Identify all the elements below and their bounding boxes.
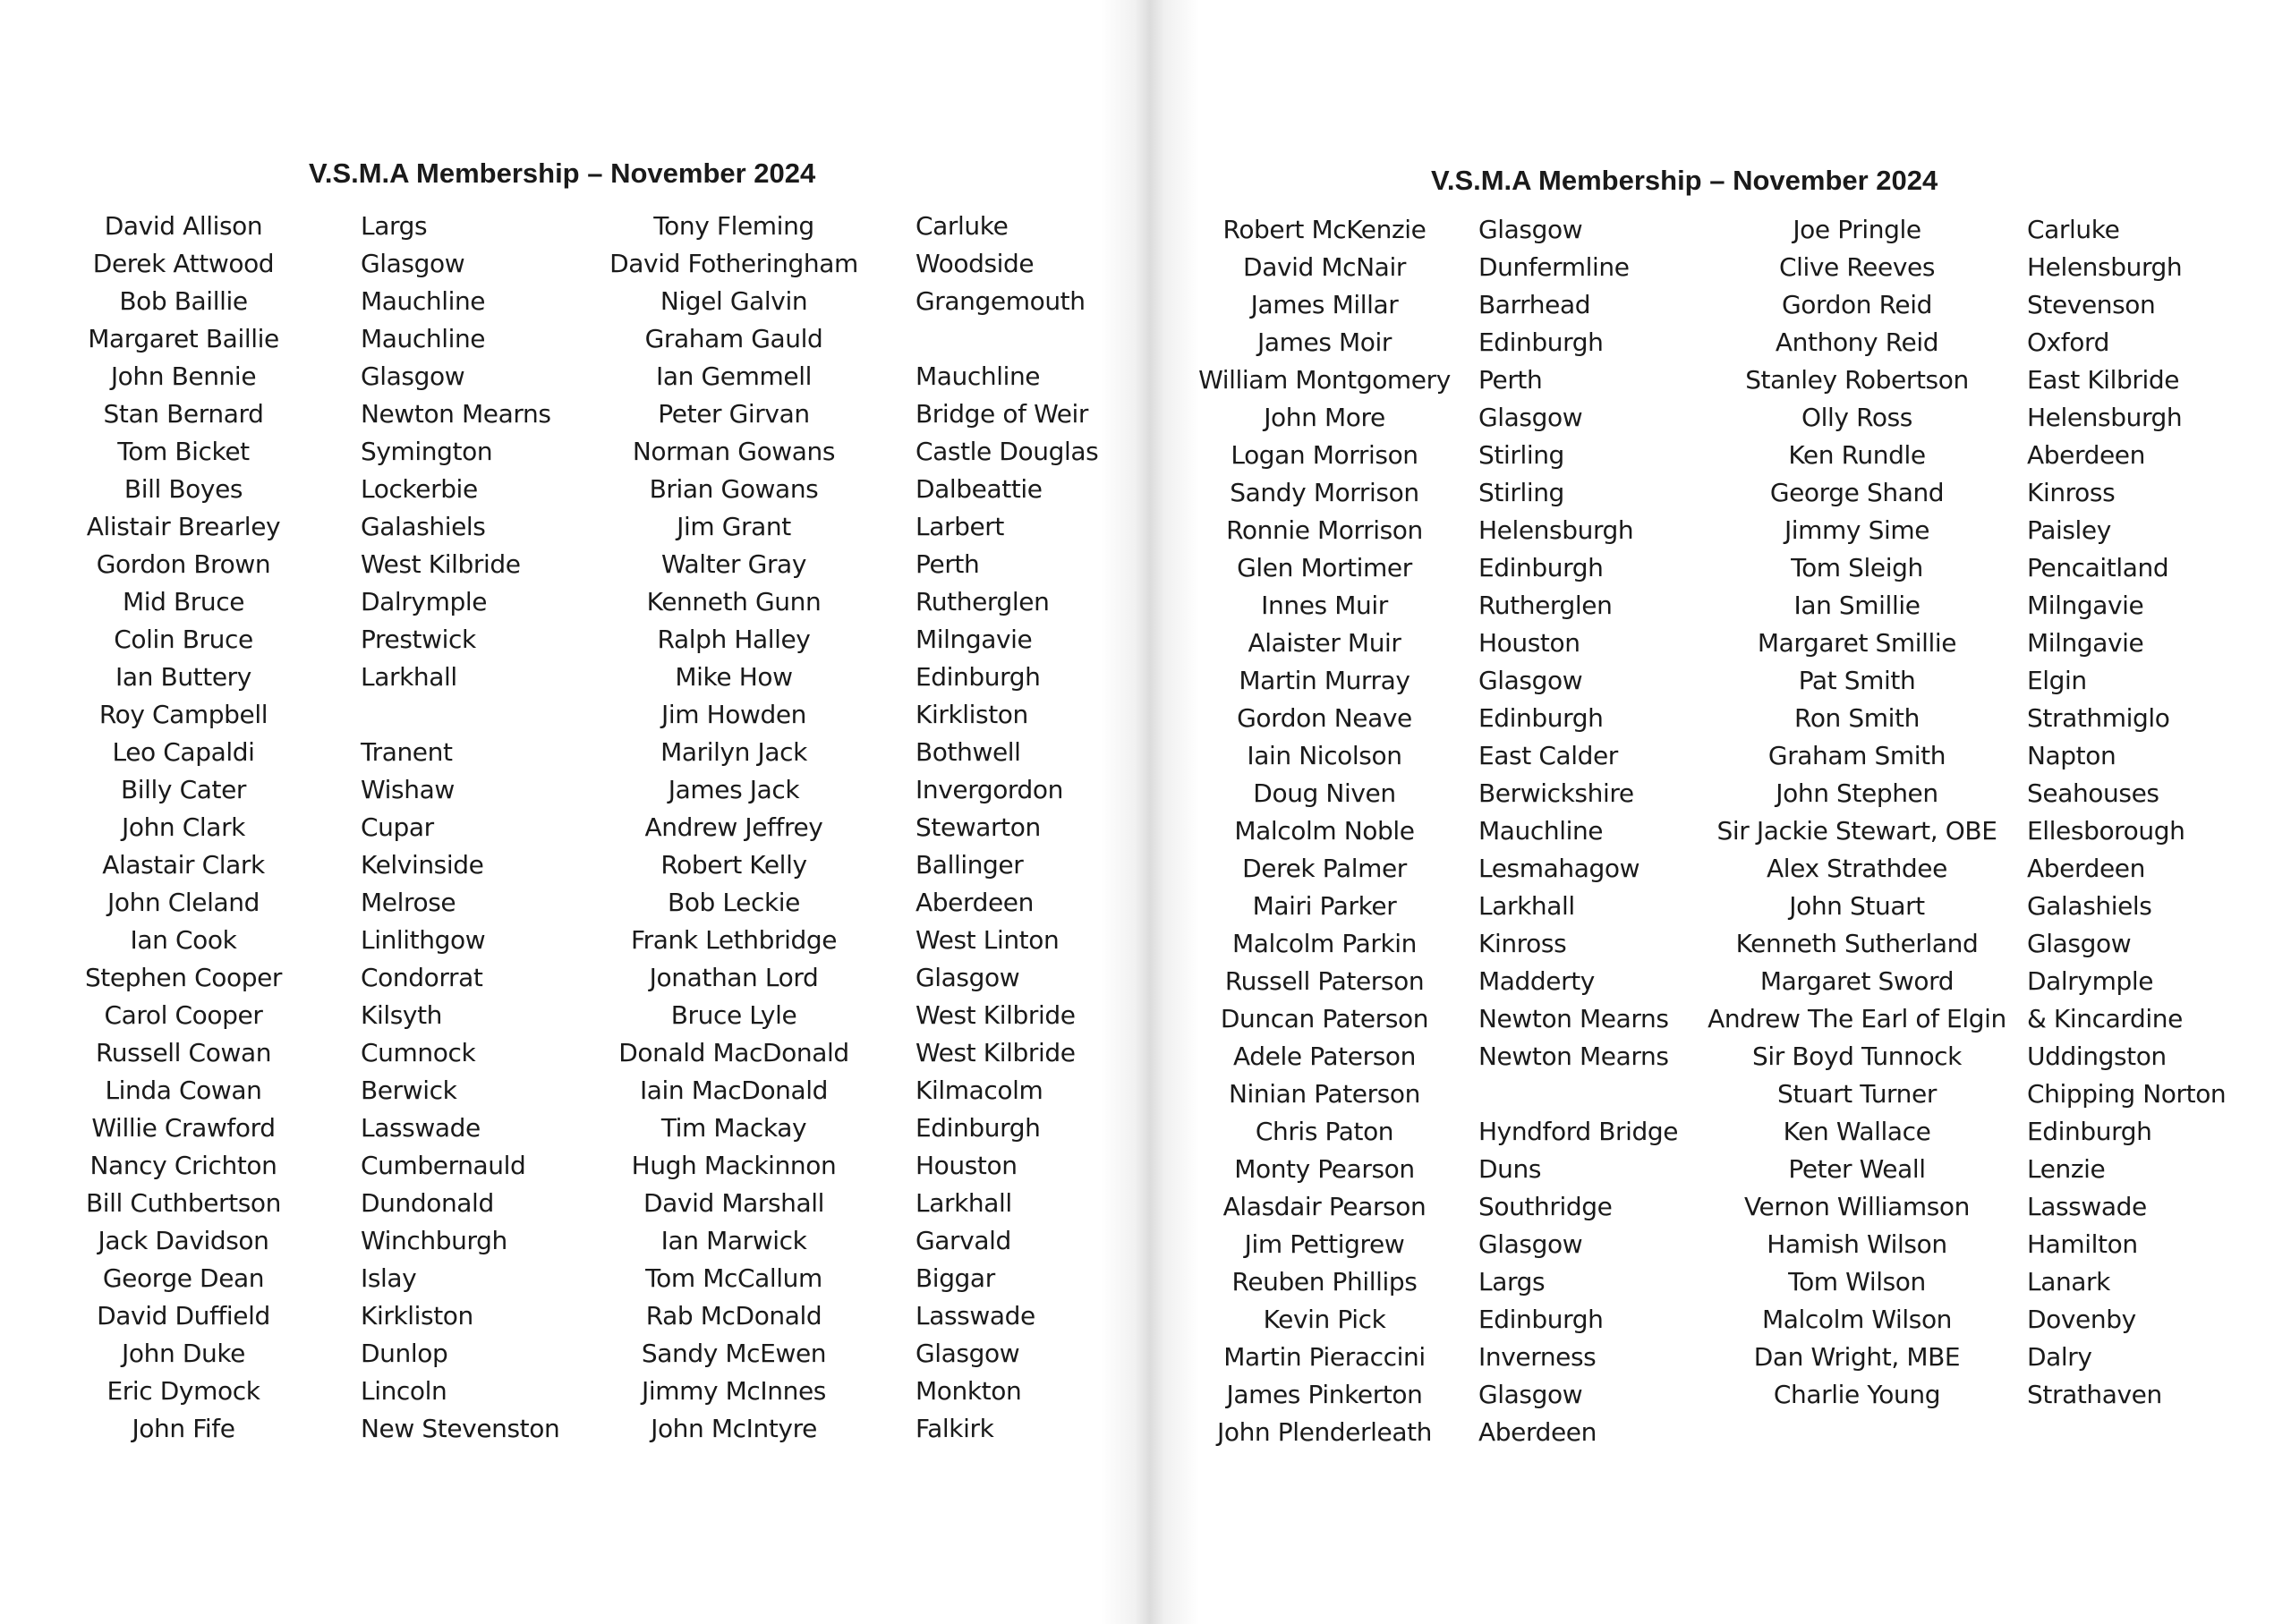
member-name: Robert Kelly [660,850,807,880]
member-location: Cumnock [361,1038,476,1067]
member-location: Wishaw [361,775,455,804]
member-location: Kilmacolm [916,1076,1043,1105]
member-location: & Kincardine [2027,1004,2183,1033]
member-location: Lenzie [2027,1154,2106,1184]
member-location: Kinross [1478,929,1567,958]
member-name: John Bennie [110,361,257,391]
member-location: Larkhall [361,662,457,692]
member-name: David Marshall [643,1188,825,1218]
member-location: Helensburgh [2027,252,2183,282]
member-name: David Duffield [97,1301,270,1331]
member-location: Tranent [361,737,453,767]
member-location: Glasgow [916,1339,1020,1368]
member-location: Perth [1478,365,1543,395]
member-location: Oxford [2027,327,2109,357]
member-location: Dunfermline [1478,252,1630,282]
member-location: Houston [1478,628,1580,658]
member-name: Clive Reeves [1778,252,1936,282]
member-location: Glasgow [1478,403,1583,432]
member-location: Rutherglen [1478,591,1613,620]
member-name: Stan Bernard [103,399,264,429]
right-col1-names [1172,211,1477,1451]
member-location: Edinburgh [916,662,1041,692]
member-location: Aberdeen [2027,854,2145,883]
member-name: John Stephen [1776,778,1938,808]
member-location: Kirkliston [361,1301,473,1331]
member-name: Jimmy McInnes [642,1376,826,1406]
member-name: Russell Cowan [95,1038,272,1067]
member-location: Stevenson [2027,290,2156,319]
member-location: Aberdeen [916,888,1034,917]
member-location: West Kilbride [916,1000,1076,1030]
member-name: Derek Attwood [92,249,275,278]
member-name: Alaister Muir [1248,628,1401,658]
right-page [1154,0,2291,1624]
member-name: Leo Capaldi [112,737,255,767]
member-location: Cupar [361,812,434,842]
member-location: East Kilbride [2027,365,2180,395]
member-location: Carluke [916,211,1009,241]
member-name: Jim Pettigrew [1244,1229,1405,1259]
member-location: Barrhead [1478,290,1591,319]
member-location: Glasgow [1478,666,1583,695]
member-name: Ian Marwick [660,1226,807,1255]
member-name: Ron Smith [1794,703,1920,733]
member-name: Eric Dymock [106,1376,260,1406]
member-name: John Fife [132,1414,235,1443]
member-location: Edinburgh [1478,1305,1604,1334]
member-location: Southridge [1478,1192,1613,1221]
member-location: Melrose [361,888,456,917]
member-name: Logan Morrison [1231,440,1418,470]
member-name: John Duke [122,1339,245,1368]
member-location: Lincoln [361,1376,447,1406]
member-location: Edinburgh [916,1113,1041,1143]
member-location: Grangemouth [916,286,1086,316]
member-location: Mauchline [361,286,486,316]
member-location: Larbert [916,512,1004,541]
member-location: Newton Mearns [1478,1042,1669,1071]
member-name: Charlie Young [1773,1380,1941,1409]
member-location: Aberdeen [1478,1417,1597,1447]
member-location: Islay [361,1263,417,1293]
member-location: Ellesborough [2027,816,2185,846]
member-location: Lasswade [2027,1192,2147,1221]
member-name: Nancy Crichton [89,1151,277,1180]
member-name: Sandy McEwen [641,1339,827,1368]
member-name: Bob Baillie [119,286,248,316]
member-name: George Dean [102,1263,265,1293]
member-location: Galashiels [2027,891,2152,921]
right-col2-names [1700,211,2014,1414]
member-name: Tom McCallum [645,1263,822,1293]
member-name: David Fotheringham [609,249,858,278]
member-name: Glen Mortimer [1237,553,1412,582]
member-location: Kirkliston [916,700,1028,729]
member-location: Glasgow [2027,929,2132,958]
member-location: Seahouses [2027,778,2159,808]
member-name: Graham Smith [1767,741,1946,770]
member-name: Reuben Phillips [1231,1267,1418,1297]
member-name: Anthony Reid [1775,327,1939,357]
member-location: Hamilton [2027,1229,2138,1259]
right-col1-places [1478,211,1702,1451]
member-location: Chipping Norton [2027,1079,2227,1109]
member-location [1478,1076,1702,1113]
member-name: David Allison [104,211,263,241]
member-location: Uddingston [2027,1042,2167,1071]
member-name: Duncan Paterson [1220,1004,1429,1033]
member-name: Ian Smillie [1793,591,1921,620]
member-name: Walter Gray [661,549,806,579]
member-name: Norman Gowans [632,437,836,466]
member-location: Edinburgh [1478,553,1604,582]
member-location: Glasgow [361,249,465,278]
member-location: Elgin [2027,666,2087,695]
member-location: Madderty [1478,966,1595,996]
member-name: Ian Buttery [115,662,251,692]
member-name: Bruce Lyle [670,1000,797,1030]
member-name: James Pinkerton [1226,1380,1423,1409]
member-name: Stephen Cooper [84,963,283,992]
member-location: Dalrymple [361,587,488,616]
member-name: John Plenderleath [1216,1417,1433,1447]
member-location: Helensburgh [2027,403,2183,432]
member-location: Strathaven [2027,1380,2162,1409]
member-name: Peter Weall [1788,1154,1926,1184]
member-name: Ken Wallace [1783,1117,1931,1146]
member-name: Kenneth Sutherland [1735,929,1979,958]
member-location: Napton [2027,741,2116,770]
member-location: West Kilbride [361,549,521,579]
member-name: Iain MacDonald [639,1076,829,1105]
member-name: Doug Niven [1253,778,1396,808]
member-name: Jimmy Sime [1784,515,1930,545]
member-name: Margaret Sword [1759,966,1955,996]
member-name: Tom Wilson [1788,1267,1926,1297]
member-location: Lasswade [361,1113,481,1143]
member-name: Frank Lethbridge [630,925,838,955]
member-location: Edinburgh [1478,327,1604,357]
member-location: Dovenby [2027,1305,2136,1334]
member-name: David McNair [1243,252,1406,282]
member-location: Pencaitland [2027,553,2169,582]
member-location: Dundonald [361,1188,494,1218]
member-location: Glasgow [1478,1229,1583,1259]
member-location: Houston [916,1151,1018,1180]
member-name: Rab McDonald [645,1301,822,1331]
member-location: Carluke [2027,215,2120,244]
member-name: Gordon Reid [1782,290,1932,319]
member-name: Andrew The Earl of Elgin [1708,1004,2006,1033]
member-location: Lesmahagow [1478,854,1640,883]
member-name: John More [1264,403,1385,432]
member-location: Perth [916,549,980,579]
member-name: James Moir [1257,327,1392,357]
member-name: John McIntyre [651,1414,817,1443]
member-name: Russell Paterson [1224,966,1425,996]
right-col2-places [2027,211,2269,1414]
member-location: Dalbeattie [916,474,1043,504]
member-name: Tim Mackay [660,1113,807,1143]
member-name: Kevin Pick [1263,1305,1386,1334]
member-location: Invergordon [916,775,1063,804]
left-col1-names [49,208,318,1448]
member-name: Jim Howden [660,700,807,729]
member-name: Hamish Wilson [1767,1229,1947,1259]
member-name: Pat Smith [1798,666,1916,695]
member-name: Carol Cooper [104,1000,263,1030]
member-name: Stuart Turner [1777,1079,1937,1109]
member-location: Lasswade [916,1301,1035,1331]
member-name: Joe Pringle [1793,215,1921,244]
member-name: James Jack [668,775,800,804]
member-name: Ralph Halley [657,625,811,654]
member-name: Sir Boyd Tunnock [1752,1042,1962,1071]
member-name: Dan Wright, MBE [1753,1342,1961,1372]
member-name: Martin Pieraccini [1223,1342,1426,1372]
member-name: Bill Boyes [123,474,243,504]
member-location: Lockerbie [361,474,478,504]
member-location: Cumbernauld [361,1151,526,1180]
member-name: Mike How [675,662,793,692]
member-name: Margaret Smillie [1757,628,1957,658]
member-name: Willie Crawford [91,1113,276,1143]
member-name: Sandy Morrison [1230,478,1419,507]
member-name: Alasdair Pearson [1222,1192,1427,1221]
member-location: Stewarton [916,812,1041,842]
member-name: Chris Paton [1255,1117,1394,1146]
member-name: Billy Cater [120,775,247,804]
member-name: Ken Rundle [1788,440,1926,470]
member-location: Milngavie [916,625,1033,654]
member-name: Graham Gauld [644,324,823,353]
member-location: Newton Mearns [1478,1004,1669,1033]
member-name: Andrew Jeffrey [644,812,823,842]
member-name: Hugh Mackinnon [631,1151,837,1180]
member-name: Alastair Clark [102,850,265,880]
member-name: Ian Cook [130,925,237,955]
member-location: Dalry [2027,1342,2092,1372]
member-name: Monty Pearson [1234,1154,1415,1184]
member-location: Kilsyth [361,1000,443,1030]
member-location: Larkhall [1478,891,1575,921]
member-name: Ian Gemmell [656,361,812,391]
member-location: Woodside [916,249,1035,278]
member-location: Helensburgh [1478,515,1634,545]
member-name: Gordon Neave [1237,703,1412,733]
member-location: Berwick [361,1076,457,1105]
member-location: Berwickshire [1478,778,1634,808]
member-name: Stanley Robertson [1745,365,1969,395]
member-name: Vernon Williamson [1743,1192,1971,1221]
member-location: Falkirk [916,1414,994,1443]
member-location: Edinburgh [1478,703,1604,733]
member-location: Dunlop [361,1339,448,1368]
member-location: Kelvinside [361,850,484,880]
member-name: Jonathan Lord [649,963,819,992]
member-location: Mauchline [361,324,486,353]
page-title: V.S.M.A Membership – November 2024 [309,157,816,189]
member-name: William Montgomery [1198,365,1451,395]
member-location: Glasgow [916,963,1020,992]
member-name: Olly Ross [1801,403,1912,432]
member-name: Iain Nicolson [1247,741,1402,770]
member-name: Malcolm Parkin [1231,929,1417,958]
member-location: Dalrymple [2027,966,2154,996]
member-name: Tom Sleigh [1791,553,1923,582]
member-location: East Calder [1478,741,1618,770]
member-location: Kinross [2027,478,2116,507]
member-location: Bothwell [916,737,1021,767]
member-name: John Clark [122,812,245,842]
member-name: Sir Jackie Stewart, OBE [1716,816,1997,846]
member-name: Tony Fleming [653,211,814,241]
member-location: Symington [361,437,493,466]
member-location: Largs [361,211,428,241]
member-name: Ninian Paterson [1228,1079,1421,1109]
member-location: Inverness [1478,1342,1597,1372]
member-location: Rutherglen [916,587,1050,616]
member-name: Bill Cuthbertson [85,1188,282,1218]
member-location: Hyndford Bridge [1478,1117,1679,1146]
member-name: Brian Gowans [649,474,819,504]
member-location: West Kilbride [916,1038,1076,1067]
member-location: Largs [1478,1267,1546,1297]
member-name: Tom Bicket [117,437,250,466]
member-name: Ronnie Morrison [1226,515,1423,545]
member-location: Linlithgow [361,925,486,955]
member-name: Peter Girvan [658,399,810,429]
member-name: James Millar [1250,290,1399,319]
member-name: Donald MacDonald [618,1038,849,1067]
member-location: Newton Mearns [361,399,551,429]
member-name: Malcolm Wilson [1761,1305,1953,1334]
member-name: Colin Bruce [114,625,253,654]
member-name: Alistair Brearley [86,512,281,541]
member-name: Marilyn Jack [660,737,807,767]
member-location: Strathmiglo [2027,703,2170,733]
member-location: Edinburgh [2027,1117,2152,1146]
member-location: West Linton [916,925,1060,955]
member-location: Mauchline [1478,816,1604,846]
member-name: Derek Palmer [1242,854,1407,883]
member-location: Biggar [916,1263,995,1293]
member-location: Stirling [1478,478,1564,507]
member-location: Mauchline [916,361,1041,391]
member-name: Mairi Parker [1252,891,1397,921]
member-location: New Stevenston [361,1414,560,1443]
left-col1-places [361,208,584,1448]
member-location: Milngavie [2027,628,2144,658]
member-location: Bridge of Weir [916,399,1089,429]
member-location: Ballinger [916,850,1024,880]
member-location: Prestwick [361,625,476,654]
member-name: Jack Davidson [98,1226,269,1255]
member-name: Roy Campbell [98,700,268,729]
member-name: Bob Leckie [668,888,800,917]
member-name: Adele Paterson [1233,1042,1416,1071]
member-name: Mid Bruce [122,587,245,616]
member-name: Linda Cowan [105,1076,262,1105]
member-name: Innes Muir [1261,591,1388,620]
member-location: Lanark [2027,1267,2110,1297]
member-name: Jim Grant [677,512,791,541]
member-location: Galashiels [361,512,486,541]
member-location: Duns [1478,1154,1542,1184]
member-name: Martin Murray [1239,666,1410,695]
member-location: Monkton [916,1376,1022,1406]
member-location: Condorrat [361,963,483,992]
member-name: Margaret Baillie [88,324,279,353]
member-name: John Stuart [1789,891,1925,921]
left-page [0,0,1137,1624]
member-location: Glasgow [1478,215,1583,244]
member-location: Paisley [2027,515,2111,545]
member-location [361,696,584,734]
member-location [916,320,1112,358]
member-location: Glasgow [361,361,465,391]
member-location: Garvald [916,1226,1011,1255]
page-title: V.S.M.A Membership – November 2024 [1431,165,1938,196]
member-location: Castle Douglas [916,437,1099,466]
member-location: Stirling [1478,440,1564,470]
member-location: Aberdeen [2027,440,2145,470]
member-location: Larkhall [916,1188,1012,1218]
member-name: Kenneth Gunn [646,587,822,616]
member-name: John Cleland [107,888,260,917]
member-name: George Shand [1769,478,1945,507]
member-location: Glasgow [1478,1380,1583,1409]
member-name: Alex Strathdee [1767,854,1947,883]
member-name: Malcolm Noble [1234,816,1415,846]
left-col2-places [916,208,1112,1448]
member-location: Winchburgh [361,1226,507,1255]
member-location: Milngavie [2027,591,2144,620]
left-col2-names [591,208,877,1448]
member-name: Robert McKenzie [1222,215,1427,244]
member-name: Nigel Galvin [660,286,808,316]
member-name: Gordon Brown [96,549,271,579]
